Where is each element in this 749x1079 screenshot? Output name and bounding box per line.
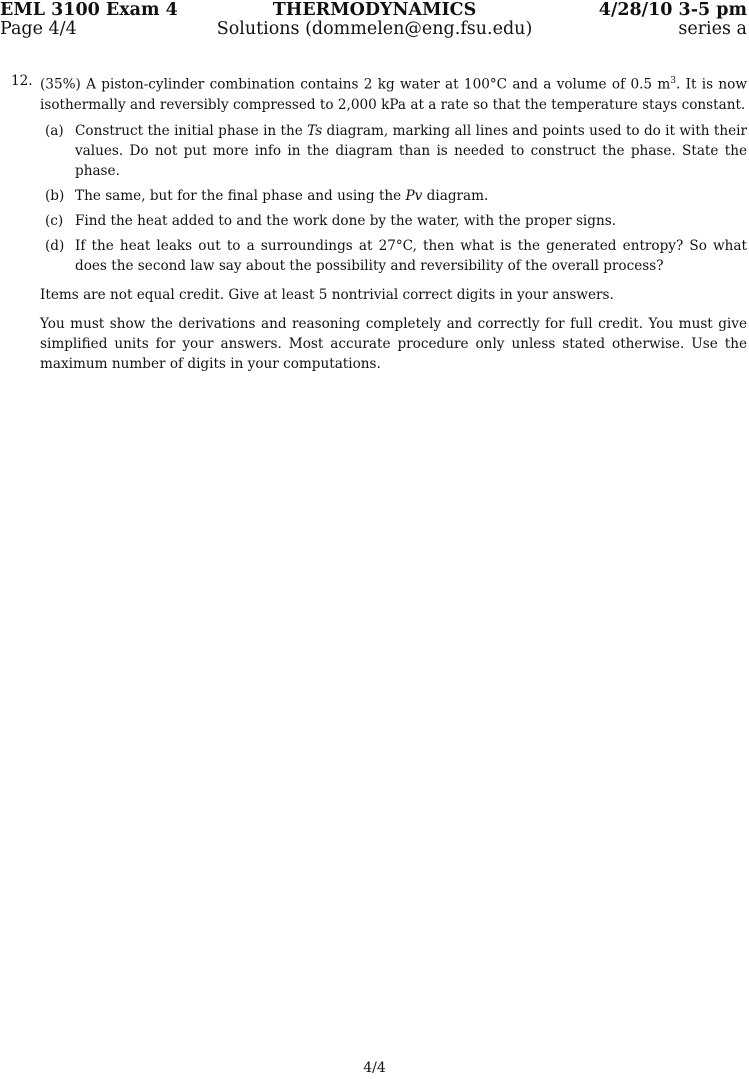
- header-row-2: [0, 19, 749, 39]
- problem-text-post: . It is now isothermally and reversibly compressed to 2,000 kPa at a rate so that the temperature stays constant.: [40, 76, 747, 113]
- problem-number: 12.: [11, 73, 33, 89]
- page-indicator: Page 4/4: [0, 19, 77, 39]
- part-text-post: diagram.: [422, 187, 489, 204]
- grading-note: Items are not equal credit. Give at least 5 nontrivial correct digits in your answers.: [40, 286, 614, 303]
- part-label: (c): [45, 212, 64, 229]
- subject-title: THERMODYNAMICS: [272, 0, 477, 20]
- problem-text-pre: (35%) A piston-cylinder combination contains 2 kg water at 100°C and a volume of 0.5 m: [40, 76, 671, 93]
- instructions-note: You must show the derivations and reasoning completely and correctly for full credit. You must give simplified units for your answers. Most accurate procedure only unless stated otherwise. Use the maximum number of digits in your computations.: [40, 315, 747, 372]
- part-text-em: Ts: [307, 122, 323, 139]
- solutions-contact: Solutions (dommelen@eng.fsu.edu): [216, 19, 533, 39]
- footer-page-number: 4/4: [363, 1060, 386, 1076]
- part-label: (b): [45, 187, 65, 204]
- part-a: [40, 121, 747, 181]
- part-text-em: Pv: [405, 187, 423, 204]
- exam-datetime: 4/28/10 3-5 pm: [598, 0, 747, 20]
- part-text-pre: Construct the initial phase in the: [75, 122, 308, 139]
- part-text-post: diagram, marking all lines and points used to do it with their values. Do not put more info in the diagram than is needed to construct the phase. State the phase.: [75, 122, 747, 179]
- part-label: (d): [45, 237, 65, 254]
- problem-parts: [40, 121, 747, 276]
- header-row-1: [0, 0, 749, 20]
- problem-text-sup: 3: [670, 76, 676, 86]
- part-text-pre: If the heat leaks out to a surroundings at 27°C, then what is the generated entropy? So what does the second law say about the possibility and reversibility of the overall process?: [75, 237, 747, 274]
- part-text-pre: The same, but for the final phase and using the: [75, 187, 406, 204]
- part-label: (a): [45, 122, 64, 139]
- problem-statement: [40, 71, 747, 115]
- part-text-pre: Find the heat added to and the work done by the water, with the proper signs.: [75, 212, 617, 229]
- part-d: [40, 236, 747, 276]
- course-title: EML 3100 Exam 4: [0, 0, 178, 20]
- series-label: series a: [678, 19, 747, 39]
- part-c: [40, 211, 747, 231]
- part-b: [40, 186, 747, 206]
- problem-12: [0, 71, 749, 374]
